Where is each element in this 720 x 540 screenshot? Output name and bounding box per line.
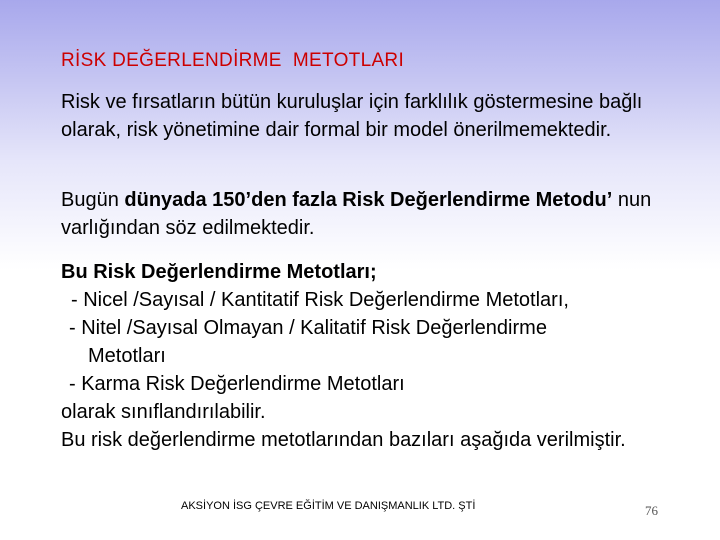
methods-heading: Bu Risk Değerlendirme Metotları;	[61, 261, 377, 283]
methods-count-text-before: Bugün	[61, 189, 125, 211]
footer-company: AKSİYON İSG ÇEVRE EĞİTİM VE DANIŞMANLIK LTD. ŞTİ	[181, 500, 476, 512]
methods-list-block	[61, 258, 711, 454]
method-item-qualitative-cont: Metotları	[88, 345, 166, 367]
methods-count-text-after: nun varlığından söz edilmektedir.	[61, 189, 652, 239]
methods-count-paragraph	[61, 186, 681, 242]
method-item-qualitative: - Nitel /Sayısal Olmayan / Kalitatif Risk Değerlendirme	[69, 317, 547, 339]
method-item-mixed: - Karma Risk Değerlendirme Metotları	[69, 373, 405, 395]
closing-text: Bu risk değerlendirme metotlarından bazıları aşağıda verilmiştir.	[61, 429, 626, 451]
methods-count-bold: dünyada 150’den fazla Risk Değerlendirme Metodu’	[124, 189, 613, 211]
slide-title: RİSK DEĞERLENDİRME METOTLARI	[61, 50, 405, 71]
page-number: 76	[645, 503, 658, 518]
intro-paragraph: Risk ve fırsatların bütün kuruluşlar için farklılık göstermesine bağlı olarak, risk yönetimine dair formal bir model önerilmemektedir.	[61, 91, 643, 141]
classified-text: olarak sınıflandırılabilir.	[61, 401, 266, 423]
method-item-quantitative: - Nicel /Sayısal / Kantitatif Risk Değerlendirme Metotları,	[71, 289, 569, 311]
